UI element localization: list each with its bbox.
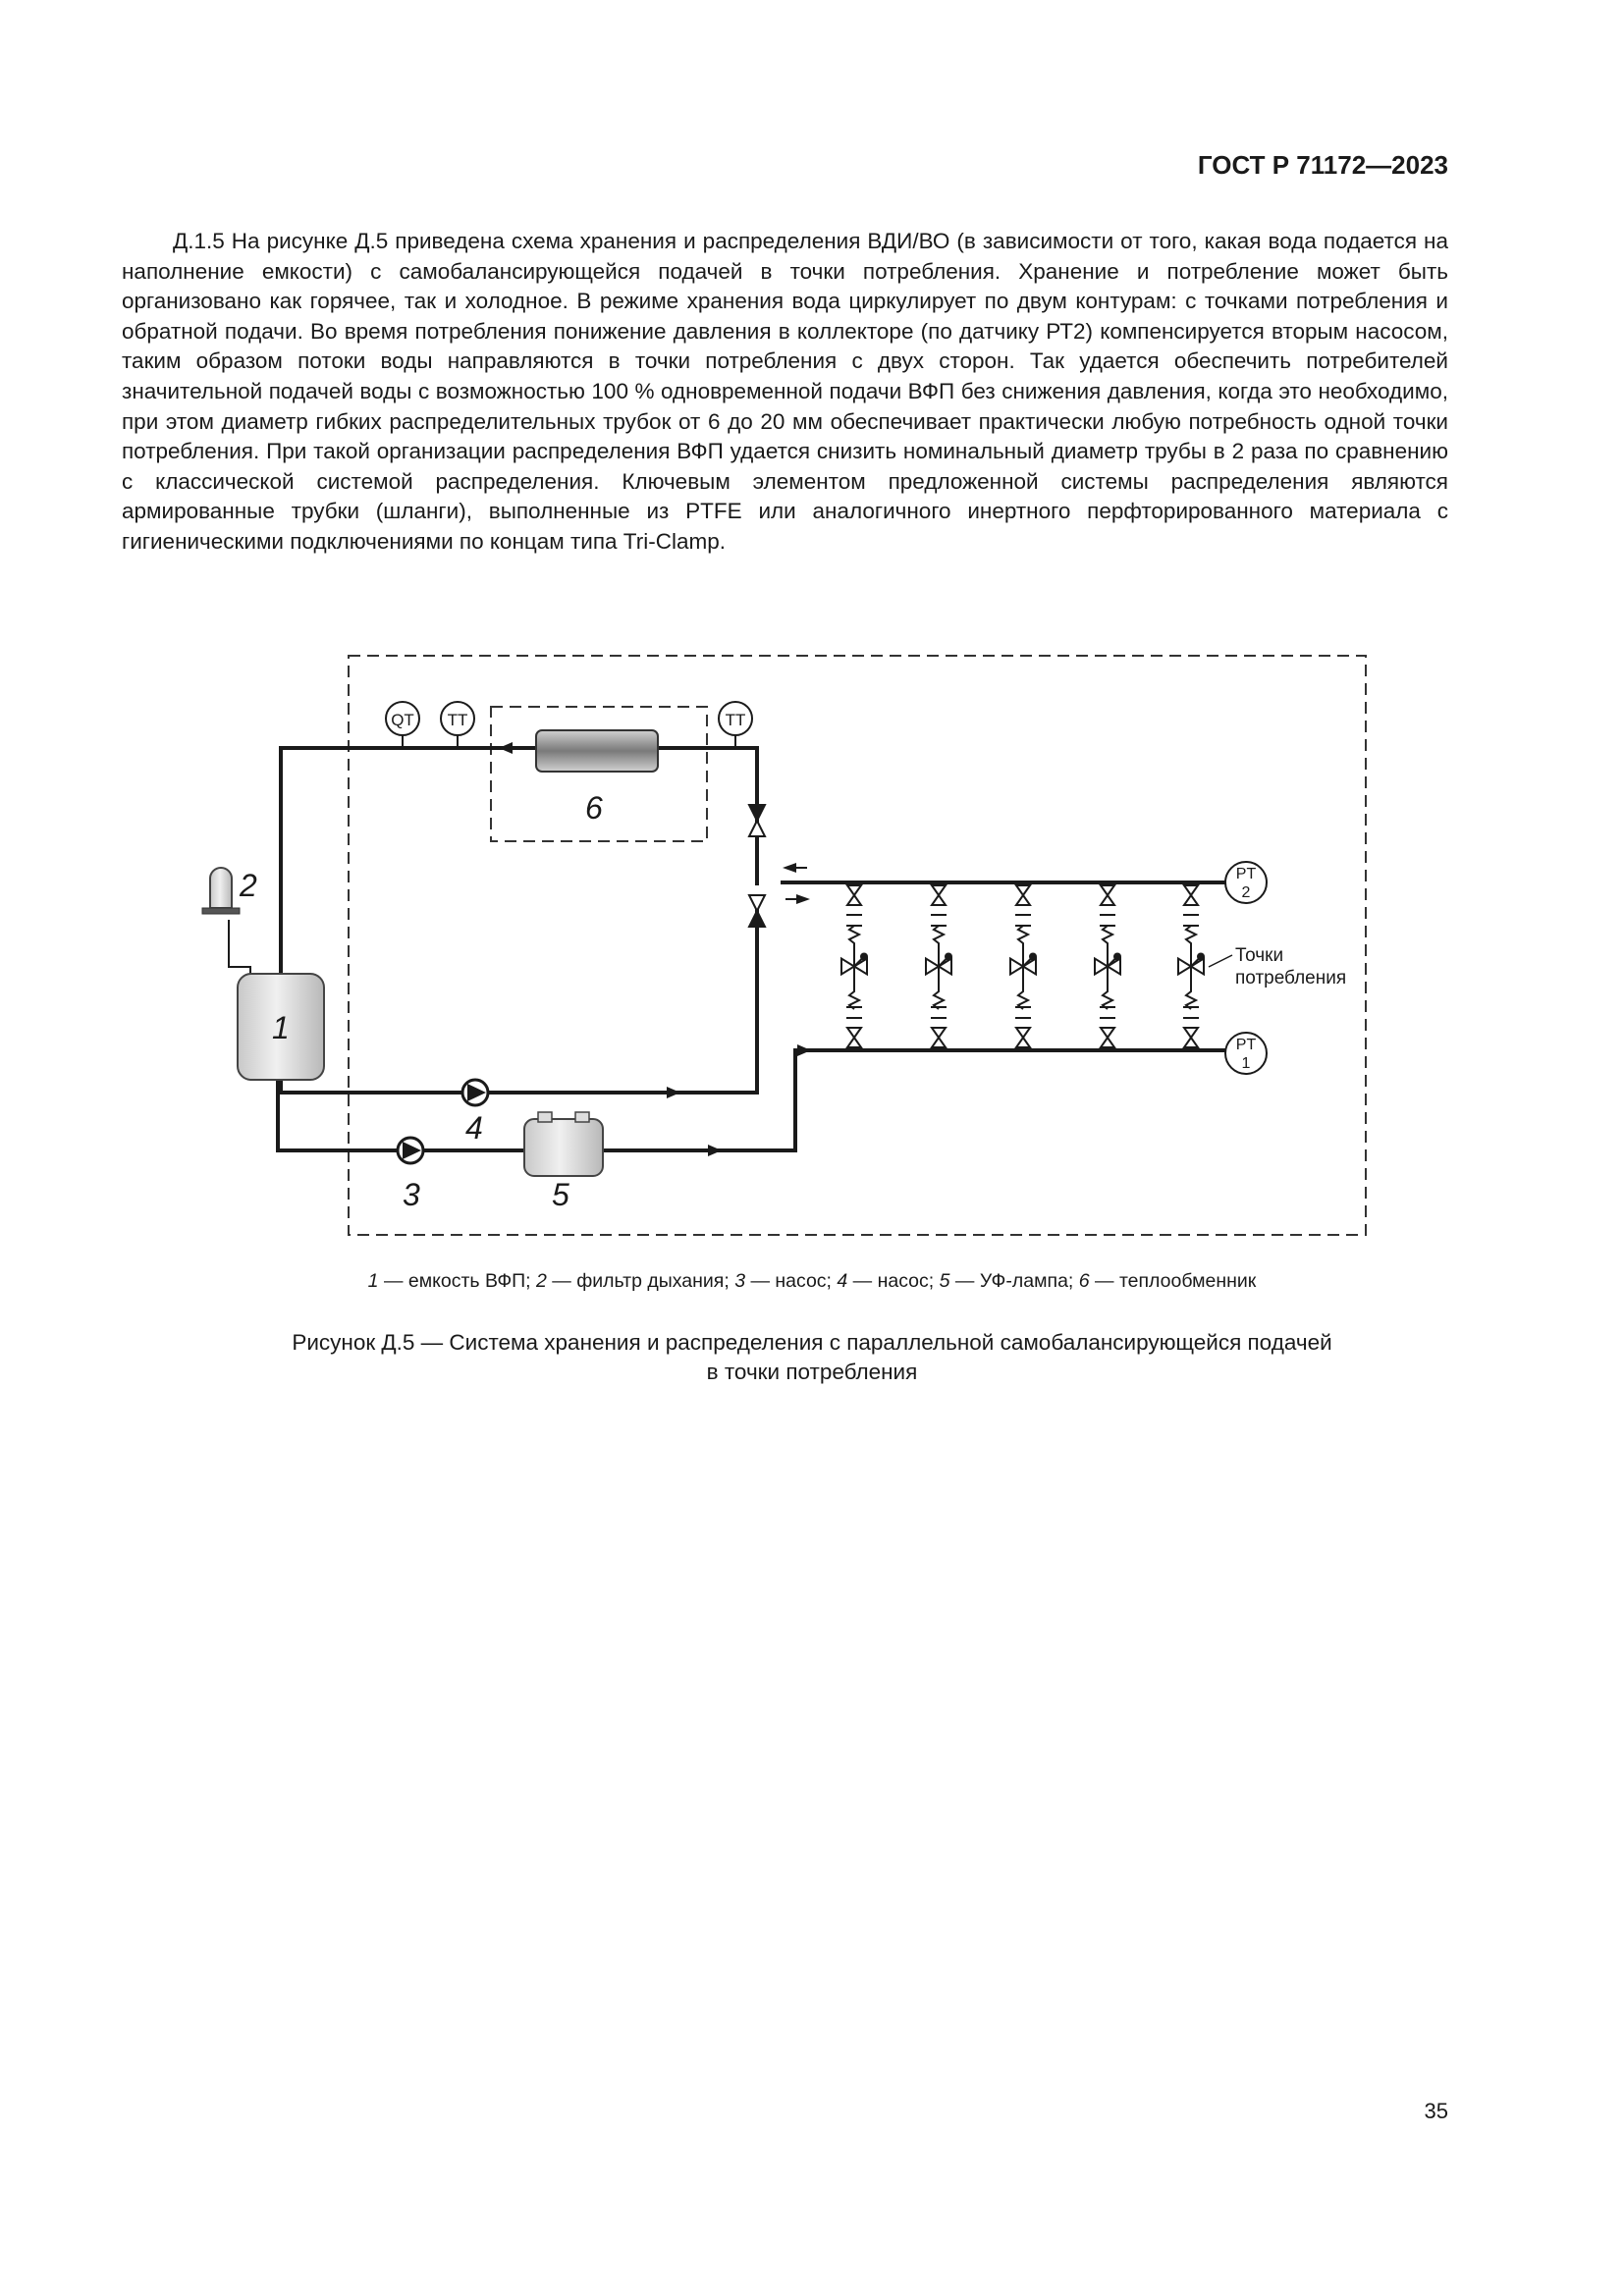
sensor-tt-2-label: TT [725,711,746,729]
flow-arrow [708,1145,722,1156]
label-heat-exchanger: 6 [585,790,603,826]
uv-to-collector [601,1050,1225,1150]
legend-num: 5 [939,1270,950,1292]
label-pump-4: 4 [465,1110,483,1146]
consumer-label-line1: Точки [1235,945,1284,966]
sensor-pt-2-label: PT [1235,866,1257,882]
body-paragraph: Д.1.5 На рисунке Д.5 приведена схема хранения и распределения ВДИ/ВО (в зависимости от того, какая вода подается на наполнение емкости) с самобалансирующейся подачей в точки потребления. Хранение и потребление может быть организовано как горячее, так и холодное. В режиме хранения вода циркулирует по двум контурам: с точками потребления и обратной подачи. Во время потребления понижение давления в коллекторе (по датчику РТ2) компенсируется вторым насосом, таким образом потоки воды направляются в точки потребления с двух сторон. Так удается обеспечить потребителей значительной подачей воды с возможностью 100 % одновременной подачи ВФП без снижения давления, когда это необходимо, при этом диаметр гибких распределительных трубок от 6 до 20 мм обеспечивает практически любую потребность одной точки потребления. При такой организации распределения ВФП удается снизить номинальный диаметр трубы в 2 раза по сравнению с классической системой распределения. Ключевым элементом предложенной системы распределения являются армированные трубки (шланги), выполненные из PTFE или аналогичного инертного перфторированного материала с гигиеническими подключениями по концам типа Tri-Clamp. [122,229,1448,554]
legend-text: — емкость ВФП; [378,1270,537,1292]
legend-text: — насос; [745,1270,838,1292]
consumer-point-1 [841,885,867,1047]
consumer-point-2 [926,885,951,1047]
sensor-pt-2-num: 2 [1241,884,1251,901]
flow-arrow [796,894,810,904]
label-filter: 2 [240,868,257,903]
consumer-point-4 [1095,885,1120,1047]
flow-arrow [667,1087,680,1098]
document-header: ГОСТ Р 71172—2023 [1197,150,1448,180]
consumer-point-3 [1010,885,1036,1047]
legend-text: — фильтр дыхания; [546,1270,735,1292]
sensor-qt-label: QT [391,711,414,729]
label-pump-3: 3 [403,1177,420,1212]
sensor-pt-1-num: 1 [1241,1055,1251,1072]
flow-arrow [797,1044,811,1056]
caption-line-1: Рисунок Д.5 — Система хранения и распределения с параллельной самобалансирующейся подачей [292,1330,1332,1355]
system-boundary [349,656,1366,1235]
uv-lamp [524,1119,603,1176]
legend-num: 4 [837,1270,848,1292]
figure-legend [0,1270,1624,1293]
label-tank: 1 [272,1010,290,1045]
flow-arrow [783,863,796,873]
return-pipe [281,903,757,1093]
breathing-filter [210,868,232,908]
legend-num: 6 [1078,1270,1090,1292]
flow-arrow [499,742,513,754]
consumer-label-line2: потребления [1235,968,1347,988]
legend-num: 1 [367,1270,379,1292]
sensor-tt-1-label: TT [447,711,468,729]
legend-text: — теплообменник [1089,1270,1257,1292]
legend-text: — насос; [847,1270,940,1292]
figure-caption [0,1328,1624,1387]
consumer-point-5 [1178,885,1204,1047]
consumer-points [841,885,1204,1047]
label-uv-lamp: 5 [552,1177,569,1212]
legend-text: — УФ-лампа; [949,1270,1079,1292]
legend-num: 3 [734,1270,746,1292]
sensor-pt-1-label: PT [1235,1037,1257,1053]
supply-pipe-top [281,748,757,1026]
caption-line-2: в точки потребления [706,1360,918,1384]
heat-exchanger [536,730,658,772]
page-number: 35 [1424,2099,1448,2123]
legend-num: 2 [536,1270,547,1292]
